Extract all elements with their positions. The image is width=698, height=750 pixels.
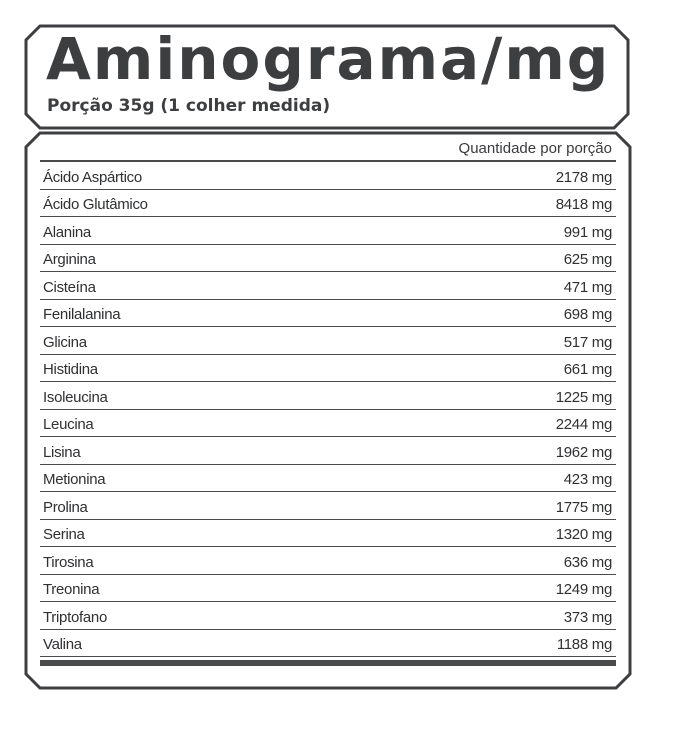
table-row (40, 162, 616, 190)
table-row (40, 300, 616, 328)
amino-name: Glicina (43, 333, 87, 351)
amino-name: Treonina (43, 581, 100, 598)
amino-value: 1962 mg (555, 443, 612, 461)
table-row (40, 272, 616, 300)
amino-value: 471 mg (563, 278, 612, 296)
amino-value: 373 mg (563, 608, 612, 626)
table-row (40, 602, 616, 630)
table-row (40, 190, 616, 218)
amino-value: 423 mg (563, 471, 612, 488)
amino-name: Ácido Glutâmico (43, 196, 148, 213)
column-header-quantity: Quantidade por porção (458, 140, 612, 157)
amino-value: 698 mg (563, 306, 612, 323)
amino-name: Leucina (43, 416, 94, 433)
amino-name: Arginina (43, 251, 96, 268)
amino-name: Fenilalanina (43, 306, 121, 323)
amino-value: 1188 mg (556, 636, 612, 653)
table-row (40, 217, 616, 245)
table-row (40, 410, 616, 438)
serving-size-subtitle: Porção 35g (1 colher medida) (47, 96, 331, 116)
amino-name: Cisteína (43, 278, 96, 296)
page-title: Aminograma/mg (46, 25, 611, 93)
amino-name: Histidina (43, 361, 98, 378)
table-row (40, 327, 616, 355)
amino-value: 8418 mg (555, 196, 612, 213)
table-bottom-rule (40, 660, 616, 666)
amino-value: 991 mg (563, 223, 612, 241)
table-row (40, 630, 616, 658)
amino-name: Serina (43, 526, 85, 543)
table-row (40, 355, 616, 383)
amino-name: Metionina (43, 471, 106, 488)
amino-value: 1775 mg (555, 498, 612, 516)
amino-value: 1249 mg (555, 581, 612, 598)
table-row (40, 245, 616, 273)
table-body (40, 162, 616, 657)
table-header (40, 132, 616, 162)
amino-value: 661 mg (563, 361, 612, 378)
table-row (40, 547, 616, 575)
amino-name: Isoleucina (43, 388, 108, 406)
amino-name: Lisina (43, 443, 81, 461)
amino-value: 2178 mg (555, 168, 612, 186)
amino-value: 1320 mg (555, 526, 612, 543)
amino-value: 625 mg (563, 251, 612, 268)
amino-value: 517 mg (563, 333, 612, 351)
table-row (40, 465, 616, 493)
table-row (40, 382, 616, 410)
table-row (40, 492, 616, 520)
amino-value: 1225 mg (555, 388, 612, 406)
amino-name: Ácido Aspártico (43, 168, 142, 186)
amino-name: Alanina (43, 223, 91, 241)
amino-value: 2244 mg (555, 416, 612, 433)
amino-table (40, 132, 616, 666)
amino-name: Triptofano (43, 608, 107, 626)
table-row (40, 437, 616, 465)
amino-value: 636 mg (563, 553, 612, 571)
amino-name: Valina (43, 636, 82, 653)
table-row (40, 575, 616, 603)
amino-name: Prolina (43, 498, 88, 516)
amino-name: Tirosina (43, 553, 94, 571)
table-row (40, 520, 616, 548)
